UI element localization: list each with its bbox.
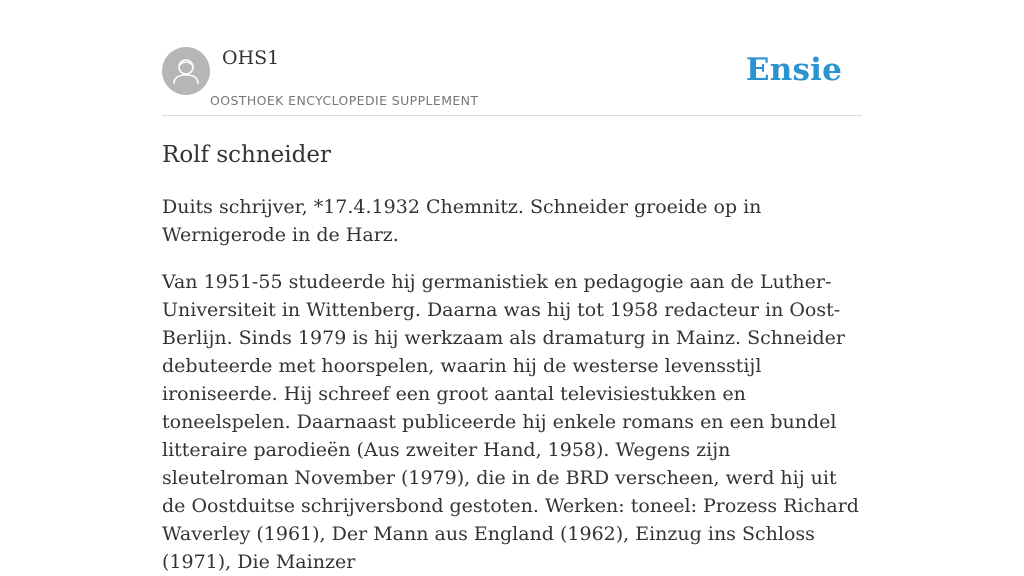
source-label[interactable]: OOSTHOEK ENCYCLOPEDIE SUPPLEMENT [210, 93, 479, 108]
avatar[interactable] [162, 47, 210, 95]
article-paragraph-1: Duits schrijver, *17.4.1932 Chemnitz. Schneider groeide op in Wernigerode in de Harz. [162, 196, 762, 246]
article-paragraph-2: Van 1951-55 studeerde hij germanistiek en pedagogie aan de Luther-Universiteit in Wittenberg. Daarna was hij tot 1958 redacteur in Oost-Berlijn. Sinds 1979 is hij werkzaam als dramaturg in Mainz. Schneider debuteerde met hoorspelen, waarin hij de westerse levensstijl ironiseerde. Hij schreef een groot aantal televisiestukken en toneelspelen. Daarnaast publiceerde hij enkele romans en een bundel litteraire parodieën (Aus zweiter Hand, 1958). Wegens zijn sleutelroman November (1979), die in de BRD verscheen, werd hij uit de Oostduitse schrijversbond gestoten. Werken: toneel: Prozess Richard Waverley (1961), Der Mann aus England (1962), Einzug ins Schloss (1971), Die Mainzer [162, 271, 859, 573]
author-name[interactable]: OHS1 [222, 47, 280, 69]
content-container [162, 0, 862, 576]
ensie-logo[interactable]: Ensie [745, 52, 842, 88]
header [162, 0, 862, 116]
article-title: Rolf schneider [162, 142, 331, 168]
user-silhouette-icon [162, 47, 210, 95]
